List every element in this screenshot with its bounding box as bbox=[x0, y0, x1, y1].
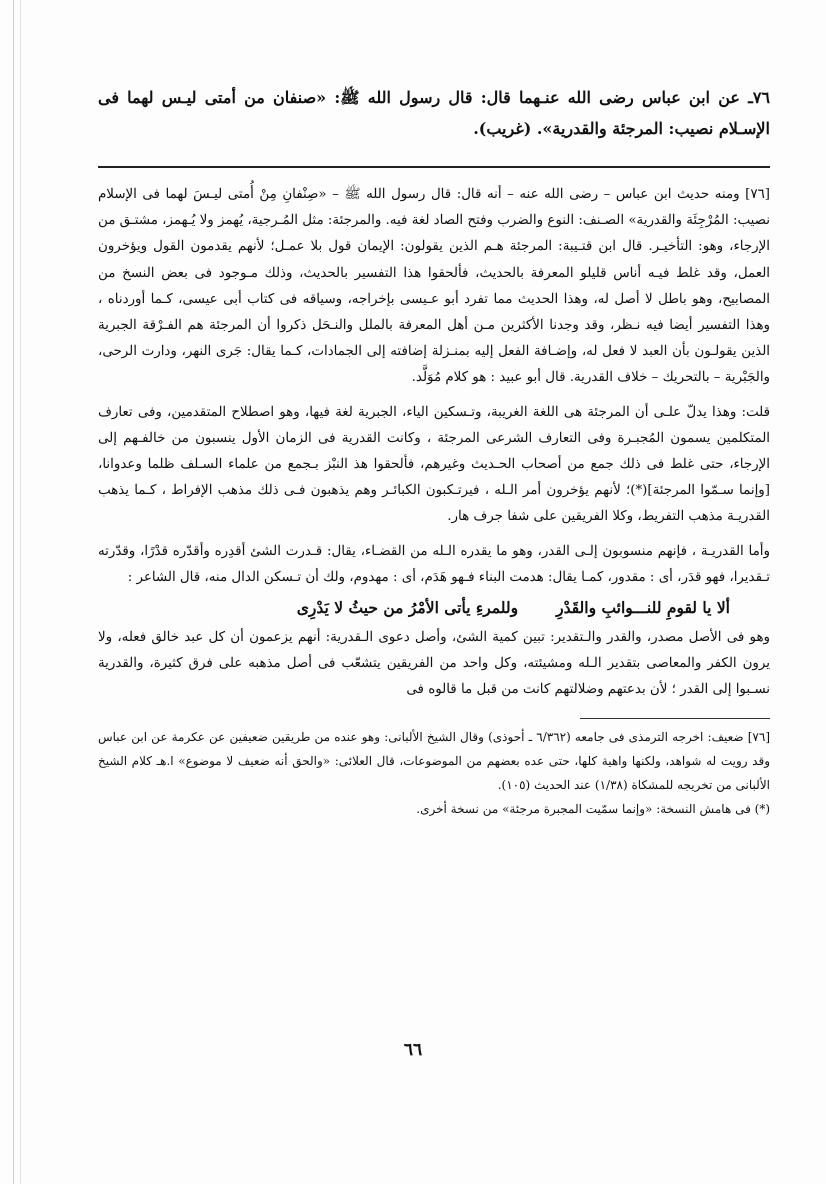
footnote-divider bbox=[580, 718, 770, 719]
page-content bbox=[98, 82, 770, 821]
commentary-paragraph: [٧٦] ومنه حديث ابن عباس – رضى الله عنه – أنه قال: قال رسول الله ﷺ – «صِنْفانِ مِنْ أُمتى ليـسَ لهما فى الإسلام نصيب: المُرْجِئَة والقدرية» الصـنف: النوع والضرب وفتح الصاد لغة فيه. والمرجئة: مثل المُـرجية، يُهمز ولا يُـهمز، مشتـق من الإرجاء، وهو: التأخيـر. قال ابن قتـيبة: المرجئة هـم الذين يقولون: الإيمان قول بلا عمـل؛ لأنهم يقدمون القول ويؤخرون العمل، وقد غلط فيـه أناس قليلو المعرفة بالحديث، فألحقوا هذا التفسير بالحديث، وذلك مـوجود فى بعض النسخ من المصابيح، وهو باطل لا أصل له، وهذا الحديث مما تفرد أبو عـيسى بإخراجه، وسياقه فى كتاب أبى عيسى، كـما أوردناه ، وهذا التفسير أيضا فيه نـظر، وقد وجدنا الأكثرين مـن أهل المعرفة بالملل والنـحَل ذكروا أن المرجئة هم الفـرْقة الجبرية الذين يقولـون بأن العبد لا فعل له، وإضـافة الفعل إليه بمنـزلة إضافته إلى الجمادات، كـما يقال: جَرى النهر، ودارت الرحى، والجَبْرية – بالتحريك – خلاف القدرية. قال أبو عبيد : هو كلام مُوَلَّد. bbox=[98, 187, 770, 386]
verse-hemistich-first: ألا يا لقومِ للنـــوائبِ والقَدْرِ bbox=[556, 598, 730, 618]
commentary-paragraph: قلت: وهذا يدلّ علـى أن المرجئة هى اللغة الغريبة، وتـسكين الياء، الجبرية لغة فيها، وهو اصطلاح المتقدمين، وفى تعارف المتكلمين يسمون المُجبـرة وفى التعارف الشرعى المرجئة ، وكانت القدرية فى الزمان الأول ينسبون من خالفـهم إلى الإرجاء، حتى غلط فى ذلك جمع من أصحاب الحـديث وغيرهم، فألحقوا هذ النبْز بـجمع من علماء السـلف ظلما وعدوانا، [وإنما سـمّوا المرجئة](*)؛ لأنهم يؤخرون أمر الـله ، فيرتـكبون الكبائـر وهم يذهبون فـى ذلك مذهب الإفراط ، كـما يذهب القدريـة مذهب التفريط، وكلا الفريقين على شفا جرف هار. bbox=[98, 404, 770, 525]
scan-edge-line bbox=[13, 0, 14, 1184]
commentary-paragraph: وهو فى الأصل مصدر، والقدر والـتقدير: تبين كمية الشئ، وأصل دعوى الـقدرية: أنهم يزعمون أن كل عبد خالق فعله، ولا يرون الكفر والمعاصى بتقدير الـله ومشيئته، وكل واحد من الفريقين يتشعّب فى أصل مذهبه على فرق كثيرة، والقدرية نسـبوا إلى القدر ؛ لأن بدعتهم وضلالتهم كانت من قبل ما قالوه فى bbox=[98, 630, 770, 698]
commentary-paragraph: وأما القدريـة ، فإنهم منسوبون إلـى القدر، وهو ما يقدره الـله من القضـاء، يقال: قـدرت الشئ أقدِره وأقدّره قدْرًا، وقدّرته تـقديرا، فهو قدَر، أى : مقدور، كمـا يقال: هدمت البناء فـهو هَدَم، أى : مهدوم، ولك أن تـسكن الدال منه، قال الشاعر : bbox=[98, 543, 770, 585]
hadith-text: ٧٦ـ عن ابن عباس رضى الله عنـهما قال: قال رسول الله ﷺ: «صنفان من أمتى ليـس لهما فى الإسـلام نصيب: المرجئة والقدرية». (غريب). bbox=[98, 88, 770, 138]
page-number: ٦٦ bbox=[403, 1040, 423, 1060]
verse-hemistich-second: وللمرءِ يأتى الأمْرُ من حيثُ لا يَدْرِى bbox=[296, 598, 519, 618]
hadith-divider bbox=[98, 166, 770, 168]
footnotes bbox=[98, 725, 770, 821]
scan-edge-line bbox=[20, 0, 21, 1184]
commentary bbox=[98, 182, 770, 704]
footnote: [٧٦] ضعيف: اخرجه الترمذى فى جامعه (٦/٣٦٢ ـ أحوذى) وقال الشيخ الألبانى: وهو عنده من طريقين ضعيفين عن عكرمة عن ابن عباس وقد رويت له شواهد، ولكنها واهية كلها، حتى عده بعضهم من الموضوعات، قال العلائى: «والحق أنه ضعيف لا موضوع» ا.هـ كلام الشيخ الألبانى من تخريجه للمشكاة (١/٣٨) عند الحديث (١٠٥). bbox=[98, 729, 770, 792]
poetry-verse bbox=[98, 593, 770, 623]
footnote: (*) فى هامش النسخة: «وإنما سمّيت المجبرة مرجئة» من نسخة أخرى. bbox=[416, 801, 770, 816]
